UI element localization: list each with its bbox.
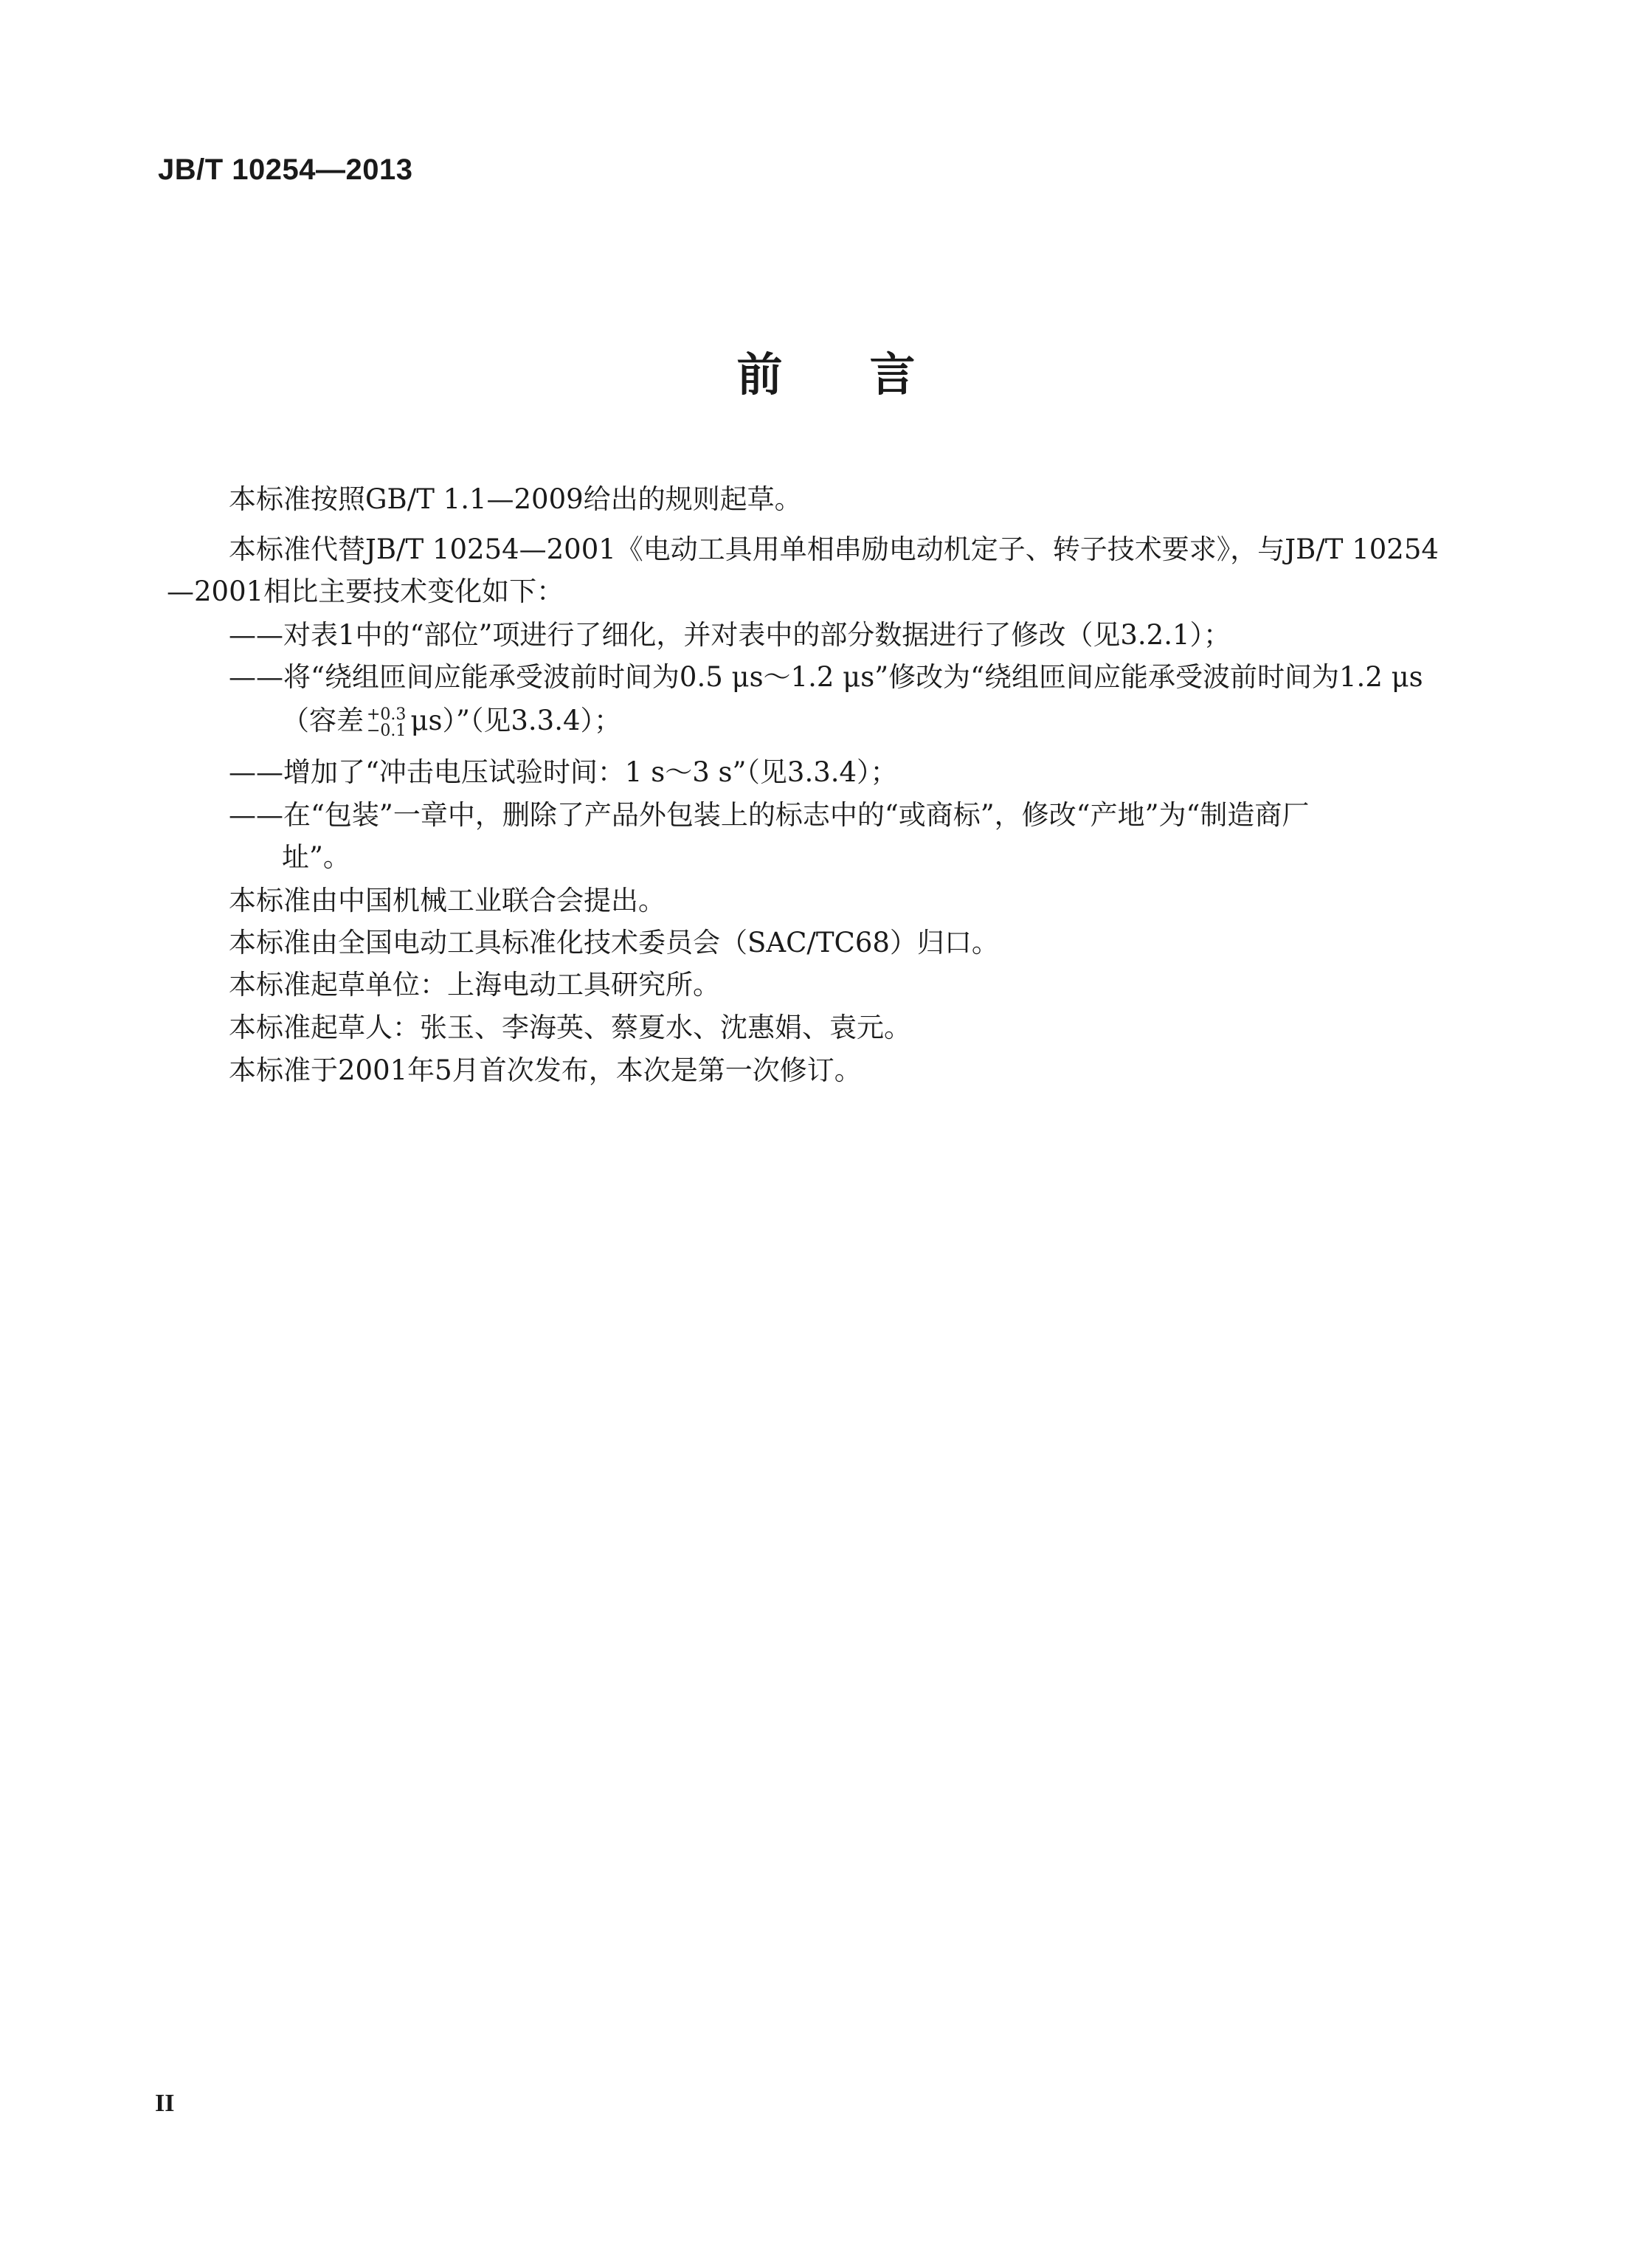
tolerance-lower: −0.1 bbox=[367, 721, 407, 740]
standard-number: JB/T 10254—2013 bbox=[158, 153, 413, 186]
paragraph-replaces-line-2: —2001相比主要技术变化如下： bbox=[167, 576, 564, 607]
change-item-2-suffix: μs）”（见3.3.4）； bbox=[410, 705, 622, 736]
change-item-4-line-2: 址”。 bbox=[282, 841, 350, 873]
title-char-2: 言 bbox=[869, 348, 916, 401]
change-item-3: ——增加了“冲击电压试验时间：1 s～3 s”（见3.3.4）； bbox=[229, 756, 898, 788]
change-item-2-prefix: （容差 bbox=[282, 705, 364, 736]
paragraph-drafting-unit: 本标准起草单位：上海电动工具研究所。 bbox=[229, 969, 720, 1001]
paragraph-drafters: 本标准起草人：张玉、李海英、蔡夏水、沈惠娟、袁元。 bbox=[229, 1012, 911, 1043]
tolerance-stack bbox=[367, 707, 406, 739]
paragraph-proposed-by: 本标准由中国机械工业联合会提出。 bbox=[229, 885, 666, 916]
paragraph-drafting-rules: 本标准按照GB/T 1.1—2009给出的规则起草。 bbox=[229, 483, 802, 515]
change-item-1: ——对表1中的“部位”项进行了细化，并对表中的部分数据进行了修改（见3.2.1）； bbox=[229, 619, 1231, 651]
paragraph-administered-by: 本标准由全国电动工具标准化技术委员会（SAC/TC68）归口。 bbox=[229, 927, 999, 958]
title-char-1: 前 bbox=[736, 348, 783, 401]
page-title bbox=[0, 338, 1652, 404]
tolerance-upper: +0.3 bbox=[367, 705, 407, 724]
paragraph-replaces-line-1: 本标准代替JB/T 10254—2001《电动工具用单相串励电动机定子、转子技术要求》，与JB/T 10254 bbox=[229, 533, 1439, 565]
change-item-4-line-1: ——在“包装”一章中，删除了产品外包装上的标志中的“或商标”，修改“产地”为“制造商厂 bbox=[229, 799, 1310, 831]
change-item-2-line-1: ——将“绕组匝间应能承受波前时间为0.5 μs～1.2 μs”修改为“绕组匝间应能承受波前时间为1.2 μs bbox=[229, 661, 1423, 693]
paragraph-release-history: 本标准于2001年5月首次发布，本次是第一次修订。 bbox=[229, 1054, 862, 1086]
change-item-2-line-2 bbox=[282, 702, 621, 739]
page-number: II bbox=[155, 2090, 175, 2117]
